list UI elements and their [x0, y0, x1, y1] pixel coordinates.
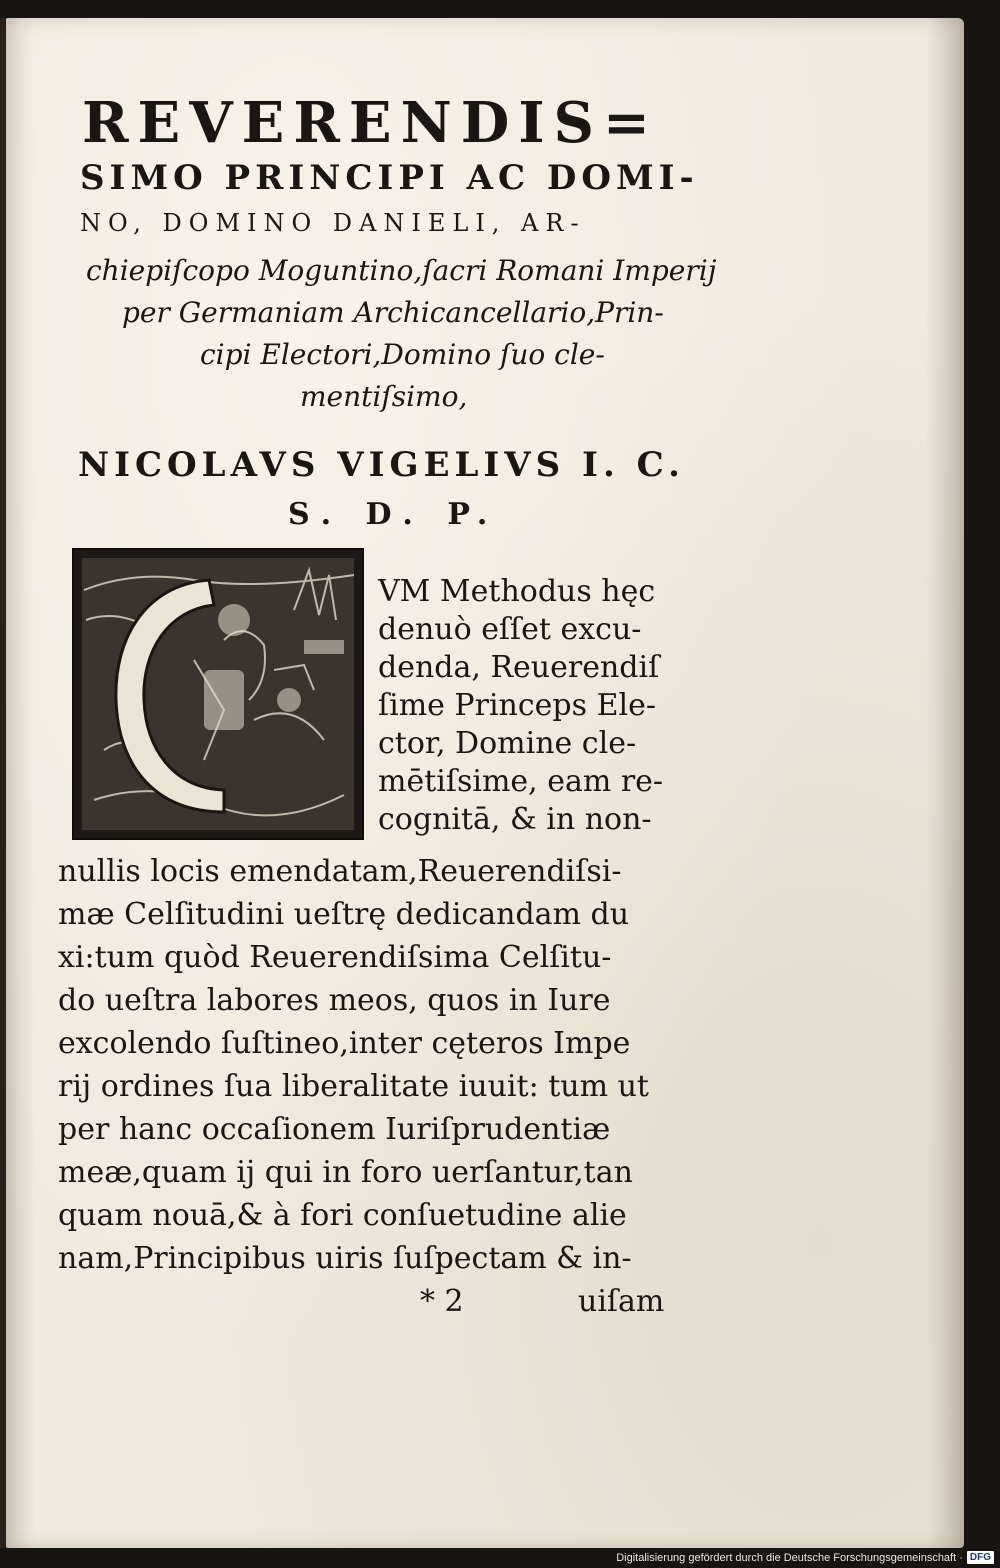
body-line: VM Methodus hęc: [378, 574, 656, 609]
body-line: denuò eſſet excu-: [378, 612, 642, 647]
woodcut-illustration: [74, 550, 362, 838]
author-name: NICOLAVS VIGELIVS I. C.: [78, 445, 685, 485]
body-line: xi:tum quòd Reuerendiſsima Celſitu-: [58, 940, 612, 975]
body-line: do ueſtra labores meos, quos in Iure: [58, 983, 611, 1018]
heading-line-4: chiepiſcopo Moguntino,ſacri Romani Imperij: [86, 254, 717, 287]
dedication-heading: [50, 90, 717, 425]
signature-mark: * 2: [420, 1284, 464, 1319]
heading-line-1: REVERENDIS=: [82, 90, 659, 156]
body-line: rij ordines ſua liberalitate iuuit: tum ut: [58, 1069, 649, 1104]
body-line: excolendo ſuſtineo,inter cęteros Impe: [58, 1026, 631, 1061]
catchword: uiſam: [578, 1284, 665, 1319]
decorated-initial: [72, 548, 364, 840]
body-line: mæ Celſitudini ueſtrę dedicandam du: [58, 897, 630, 932]
body-line: ſime Princeps Ele-: [378, 688, 656, 723]
body-line: nam,Principibus uiris ſuſpectam & in-: [58, 1241, 632, 1276]
body-line: cognitā, & in non-: [378, 802, 652, 837]
credit-text: Digitalisierung gefördert durch die Deutsche Forschungsgemeinschaft ·: [616, 1551, 963, 1564]
body-line: quam nouā,& à fori conſuetudine alie: [58, 1198, 627, 1233]
author-block: [78, 445, 698, 532]
body-line: per hanc occaſionem Iuriſprudentiæ: [58, 1112, 611, 1147]
author-salutation: S. D. P.: [288, 497, 500, 532]
digitization-credit: [616, 1551, 994, 1564]
dfg-logo: DFG: [967, 1551, 994, 1564]
body-line: nullis locis emendatam,Reuerendiſsi-: [58, 854, 622, 889]
initial-letter-label: C: [84, 831, 86, 833]
body-line: mētiſsime, eam re-: [378, 764, 664, 799]
heading-line-5: per Germaniam Archicancellario,Prin-: [122, 296, 664, 329]
heading-line-3: NO, DOMINO DANIELI, AR-: [80, 209, 586, 237]
heading-line-2: SIMO PRINCIPI AC DOMI-: [80, 158, 699, 198]
body-line: denda, Reuerendiſ: [378, 650, 660, 685]
body-line: ctor, Domine cle-: [378, 726, 637, 761]
body-line: meæ,quam ij qui in foro uerſantur,tan: [58, 1155, 633, 1190]
heading-line-6: cipi Electori,Domino ſuo cle-: [200, 338, 605, 371]
heading-line-7: mentiſsimo,: [300, 380, 468, 413]
